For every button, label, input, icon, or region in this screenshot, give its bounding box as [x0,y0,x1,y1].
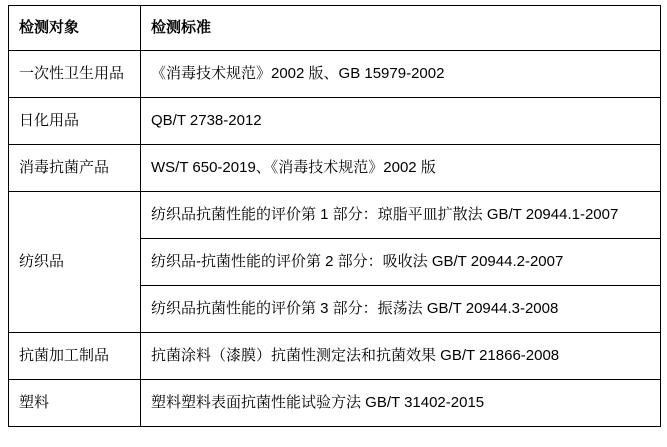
standard-cell: QB/T 2738-2012 [141,98,661,145]
table-row [9,192,661,239]
object-cell: 消毒抗菌产品 [9,145,141,192]
header-row [9,6,661,51]
standard-cell: 纺织品抗菌性能的评价第 3 部分：振荡法 GB/T 20944.3-2008 [141,286,661,333]
object-cell: 塑料 [9,380,141,427]
table-row [9,380,661,427]
object-cell: 纺织品 [9,192,141,333]
table-row [9,51,661,98]
table-row [9,145,661,192]
standard-cell: 抗菌涂料（漆膜）抗菌性测定法和抗菌效果 GB/T 21866-2008 [141,333,661,380]
standard-cell: WS/T 650-2019、《消毒技术规范》2002 版 [141,145,661,192]
table-row [9,98,661,145]
standard-cell: 纺织品抗菌性能的评价第 1 部分：琼脂平皿扩散法 GB/T 20944.1-2007 [141,192,661,239]
object-cell: 日化用品 [9,98,141,145]
object-cell: 一次性卫生用品 [9,51,141,98]
object-cell: 抗菌加工制品 [9,333,141,380]
header-cell-standard: 检测标准 [141,6,661,51]
table-row [9,333,661,380]
header-cell-object: 检测对象 [9,6,141,51]
standards-table [8,5,661,427]
standard-cell: 纺织品-抗菌性能的评价第 2 部分：吸收法 GB/T 20944.2-2007 [141,239,661,286]
standard-cell: 《消毒技术规范》2002 版、GB 15979-2002 [141,51,661,98]
standard-cell: 塑料塑料表面抗菌性能试验方法 GB/T 31402-2015 [141,380,661,427]
